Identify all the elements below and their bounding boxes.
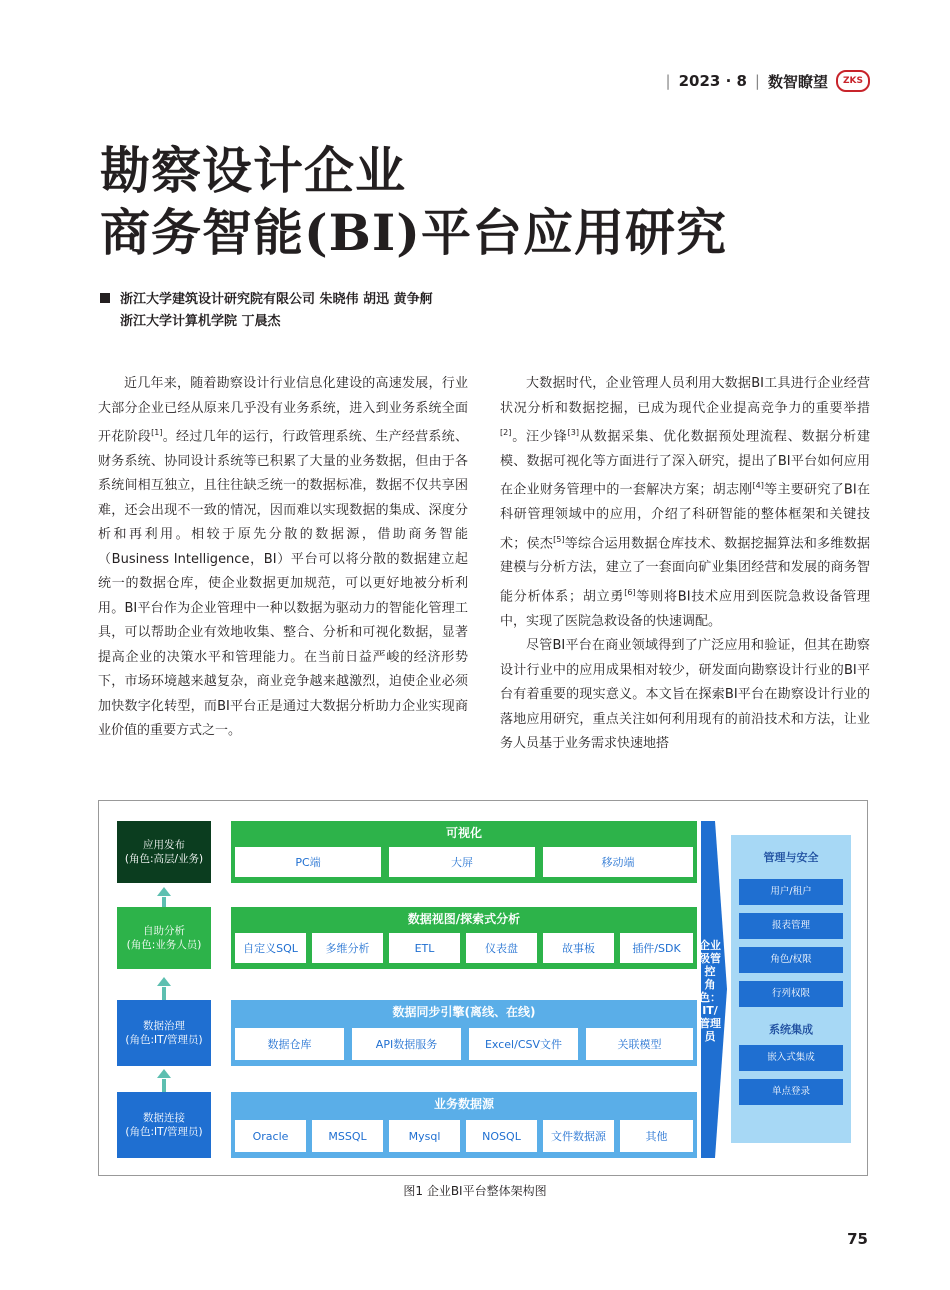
panel-title-management: 管理与安全 <box>763 851 819 864</box>
layer-cell: 其他 <box>620 1120 693 1152</box>
header-separator: | <box>754 72 760 90</box>
figure-caption: 图1 企业BI平台整体架构图 <box>403 1184 547 1198</box>
layer-visualization <box>231 821 697 883</box>
layer-cell: 文件数据源 <box>543 1120 614 1152</box>
layer-data-source <box>231 1092 697 1158</box>
layer-cell: PC端 <box>235 847 381 877</box>
article-title <box>100 140 727 264</box>
layer-cell: API数据服务 <box>352 1028 461 1060</box>
layer-cell: 自定义SQL <box>235 933 306 963</box>
panel-item: 行列权限 <box>739 981 843 1007</box>
paragraph: 近几年来，随着勘察设计行业信息化建设的高速发展，行业大部分企业已经从原来几乎没有业务系统，进入到业务系统全面开花阶段[1]。经过几年的运行，行政管理系统、生产经营系统、财务系统、协同设计系统等已积累了大量的业务数据，但由于各系统间相互独立，且往往缺乏统一的数据标准，数据不仅共享困难，还会出现不一致的情况，因而难以实现数据的集成、深度分析和再利用。相较于原先分散的数据源，借助商务智能（Business Intelligence，BI）平台可以将分散的数据建立起统一的数据仓库，使企业数据更加规范，可以更好地被分析利用。BI平台作为企业管理中一种以数据为驱动力的智能化管理工具，可以帮助企业有效地收集、整合、分析和可视化数据，显著提高企业的决策水平和管理能力。在当前日益严峻的经济形势下，市场环境越来越复杂，商业竞争越来越激烈，迫使企业必须加快数字化转型，而BI平台正是通过大数据分析助力企业实现商业价值的重要方式之一。 <box>98 376 468 739</box>
publication-logo: ZKS <box>836 70 870 92</box>
layer-data-view <box>231 907 697 969</box>
body-column-right <box>500 372 870 757</box>
layer-cell: NOSQL <box>466 1120 537 1152</box>
layer-cell: 插件/SDK <box>620 933 693 963</box>
layer-cell: ETL <box>389 933 460 963</box>
up-arrow-icon <box>157 887 171 896</box>
layer-cell: 关联模型 <box>586 1028 693 1060</box>
layer-title: 数据同步引擎(离线、在线) <box>392 1004 536 1019</box>
paragraph: 尽管BI平台在商业领域得到了广泛应用和验证，但其在勘察设计行业中的应用成果相对较少，研发面向勘察设计行业的BI平台有着重要的现实意义。本文旨在探索BI平台在勘察设计行业的落地应用研究，重点关注如何利用现有的前沿技术和方法，让业务人员基于业务需求快速地搭 <box>500 638 870 752</box>
layer-title: 数据视图/探索式分析 <box>407 911 521 926</box>
layer-sync-engine <box>231 1000 697 1066</box>
layer-cell: 移动端 <box>543 847 693 877</box>
body-column-left <box>98 372 468 744</box>
square-bullet-icon <box>100 293 110 303</box>
panel-item: 嵌入式集成 <box>739 1045 843 1071</box>
column-name: 数智瞭望 <box>767 72 828 91</box>
panel-title-integration: 系统集成 <box>769 1023 813 1036</box>
role-box-analysis: 自助分析 (角色:业务人员) <box>117 907 211 969</box>
layer-cell: 仪表盘 <box>466 933 537 963</box>
layer-cell: Excel/CSV文件 <box>469 1028 578 1060</box>
up-arrow-icon <box>162 987 166 1000</box>
role-box-governance: 数据治理 (角色:IT/管理员) <box>117 1000 211 1066</box>
header-separator: | <box>665 72 671 90</box>
panel-item: 单点登录 <box>739 1079 843 1105</box>
page-number: 75 <box>847 1230 868 1248</box>
up-arrow-icon <box>157 977 171 986</box>
panel-item: 报表管理 <box>739 913 843 939</box>
layer-cell: 数据仓库 <box>235 1028 344 1060</box>
architecture-figure <box>98 800 868 1176</box>
layer-cell: Mysql <box>389 1120 460 1152</box>
up-arrow-icon <box>162 897 166 907</box>
panel-item: 角色/权限 <box>739 947 843 973</box>
layer-cell: 多维分析 <box>312 933 383 963</box>
layer-cell: 故事板 <box>543 933 614 963</box>
layer-cell: Oracle <box>235 1120 306 1152</box>
title-line-2: 商务智能(BI)平台应用研究 <box>100 203 727 262</box>
role-box-publish: 应用发布 (角色:高层/业务) <box>117 821 211 883</box>
layer-cell: 大屏 <box>389 847 535 877</box>
enterprise-control-label: 企业级管控 角色：IT/管理员 <box>699 939 721 1043</box>
title-line-1: 勘察设计企业 <box>100 141 406 200</box>
layer-title: 业务数据源 <box>433 1096 494 1111</box>
issue-label: 2023 · 8 <box>678 72 747 90</box>
author-line-2: 浙江大学计算机学院 丁晨杰 <box>120 314 281 329</box>
running-header <box>666 70 870 92</box>
author-line-1: 浙江大学建筑设计研究院有限公司 朱晓伟 胡迅 黄争舸 <box>120 292 433 307</box>
paragraph: 大数据时代，企业管理人员利用大数据BI工具进行企业经营状况分析和数据挖掘，已成为现代企业提高竞争力的重要举措[2]。汪少锋[3]从数据采集、优化数据预处理流程、数据分析建模、数据可视化等方面进行了深入研究，提出了BI平台如何应用在企业财务管理中的一套解决方案；胡志刚[4]等主要研究了BI在科研管理领域中的应用，介绍了科研智能的整体框架和关键技术；侯杰[5]等综合运用数据仓库技术、数据挖掘算法和多维数据建模与分析方法，建立了一套面向矿业集团经营和发展的商务智能分析体系；胡立勇[6]等则将BI技术应用到医院急救设备管理中，实现了医院急救设备的快速调配。 <box>500 376 870 629</box>
up-arrow-icon <box>157 1069 171 1078</box>
layer-title: 可视化 <box>445 825 482 840</box>
up-arrow-icon <box>162 1079 166 1092</box>
panel-item: 用户/租户 <box>739 879 843 905</box>
role-box-connection: 数据连接 (角色:IT/管理员) <box>117 1092 211 1158</box>
author-block <box>100 289 433 333</box>
management-panel <box>731 835 851 1143</box>
layer-cell: MSSQL <box>312 1120 383 1152</box>
